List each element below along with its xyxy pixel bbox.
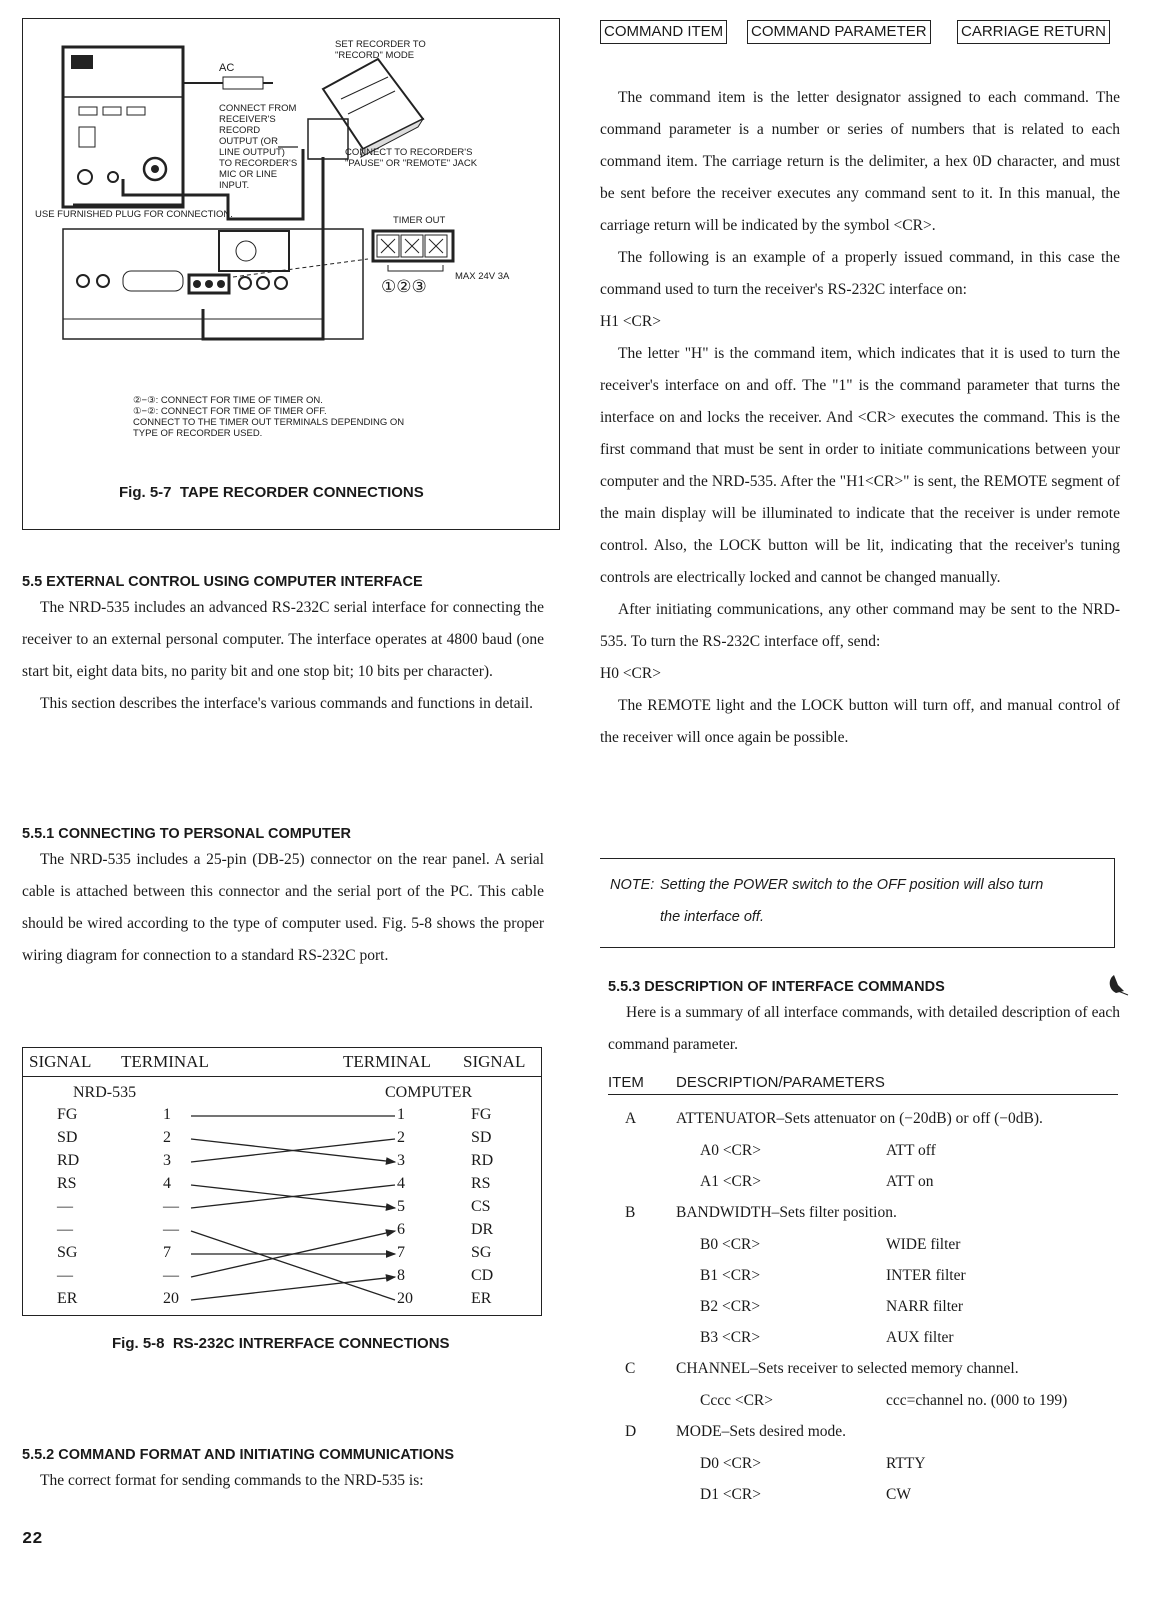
left-terminal: 20 (163, 1290, 179, 1307)
left-terminal: 7 (163, 1244, 171, 1261)
right-terminal: 8 (397, 1267, 405, 1284)
command-value: WIDE filter (886, 1236, 961, 1253)
left-terminal: 1 (163, 1106, 171, 1123)
command-value: RTTY (886, 1455, 926, 1472)
command-format-text (600, 82, 1120, 754)
left-signal: SG (57, 1244, 78, 1261)
right-signal: SG (471, 1244, 492, 1261)
command-description: MODE–Sets desired mode. (676, 1423, 847, 1440)
right-signal: RD (471, 1152, 494, 1169)
command-item-letter: A (625, 1110, 637, 1127)
right-p4: After initiating communications, any other command may be sent to the NRD-535. To turn the RS-232C interface off, send: (600, 601, 1120, 650)
header-terminal-left: TERMINAL (121, 1052, 209, 1071)
note-line1: Setting the POWER switch to the OFF position will also turn (660, 877, 1044, 893)
left-signal: — (57, 1198, 73, 1215)
header-item: ITEM (608, 1074, 644, 1091)
right-terminal: 3 (397, 1152, 405, 1169)
command-description: ATTENUATOR–Sets attenuator on (−20dB) or off (−0dB). (676, 1110, 1043, 1127)
command-value: ccc=channel no. (000 to 199) (886, 1392, 1068, 1409)
figure-5-8-caption: Fig. 5-8 RS-232C INTRERFACE CONNECTIONS (112, 1335, 450, 1352)
device-left: NRD-535 (73, 1084, 137, 1101)
right-signal: FG (471, 1106, 492, 1123)
figure-5-7-caption: Fig. 5-7 TAPE RECORDER CONNECTIONS (119, 484, 424, 501)
command-description: BANDWIDTH–Sets filter position. (676, 1204, 897, 1221)
section-5-5-p2: This section describes the interface's various commands and functions in detail. (40, 695, 534, 712)
right-p2: The following is an example of a properly issued command, in this case the command used to turn the receiver's RS-232C interface on: (600, 249, 1120, 298)
example-h1: H1 <CR> (600, 313, 661, 330)
figure-5-8-wiring-table (22, 1047, 542, 1316)
left-signal: — (57, 1221, 73, 1238)
left-signal: SD (57, 1129, 78, 1146)
command-value: AUX filter (886, 1329, 954, 1346)
format-carriage-return: CARRIAGE RETURN (957, 20, 1110, 44)
fig-label-connect-to: CONNECT TO RECORDER'S "PAUSE" OR "REMOTE" JACK (345, 147, 478, 169)
left-terminal: 3 (163, 1152, 171, 1169)
header-description: DESCRIPTION/PARAMETERS (676, 1074, 885, 1091)
right-signal: CD (471, 1267, 494, 1284)
command-item-letter: D (625, 1423, 637, 1440)
section-5-5-2-title: 5.5.2 COMMAND FORMAT AND INITIATING COMMUNICATIONS (22, 1447, 455, 1463)
left-terminal: — (163, 1198, 179, 1215)
right-signal: RS (471, 1175, 491, 1192)
fig-terminal-numbers: ①②③ (381, 277, 427, 296)
page-number: 22 (22, 1530, 43, 1549)
device-right: COMPUTER (385, 1084, 473, 1101)
header-rule (608, 1094, 1118, 1095)
command-description: CHANNEL–Sets receiver to selected memory channel. (676, 1360, 1019, 1377)
right-signal: CS (471, 1198, 491, 1215)
left-terminal: — (163, 1267, 179, 1284)
note-line2: the interface off. (660, 909, 764, 925)
left-terminal: — (163, 1221, 179, 1238)
figure-5-7 (22, 18, 560, 530)
fig-label-connect-from: CONNECT FROM RECEIVER'S RECORD OUTPUT (OR LINE OUTPUT) TO RECORDER'S MIC OR LINE INPUT. (219, 103, 298, 191)
wiring-lines (23, 1048, 541, 1315)
command-code: Cccc <CR> (700, 1392, 774, 1409)
left-terminal: 4 (163, 1175, 171, 1192)
fig-label-set-recorder: SET RECORDER TO "RECORD" MODE (335, 39, 426, 61)
fig-label-ac: AC (219, 62, 235, 74)
right-p5: The REMOTE light and the LOCK button will turn off, and manual control of the receiver will once again be possible. (600, 697, 1120, 746)
header-signal-right: SIGNAL (463, 1052, 526, 1071)
left-terminal: 2 (163, 1129, 171, 1146)
command-code: D0 <CR> (700, 1455, 761, 1472)
fig-label-max: MAX 24V 3A (455, 271, 510, 282)
left-signal: FG (57, 1106, 78, 1123)
section-5-5-1-p1: The NRD-535 includes a 25-pin (DB-25) connector on the rear panel. A serial cable is attached between this connector and the serial port of the PC. This cable should be wired according to the type of computer used. Fig. 5-8 shows the proper wiring diagram for connection to a standard RS-232C port. (22, 851, 544, 964)
example-h0: H0 <CR> (600, 665, 661, 682)
command-value: ATT off (886, 1142, 936, 1159)
section-5-5-3-p1: Here is a summary of all interface commands, with detailed description of each command parameter. (608, 1004, 1120, 1053)
section-5-5 (22, 574, 544, 720)
section-5-5-3 (608, 979, 1120, 1061)
command-item-letter: B (625, 1204, 636, 1221)
command-code: A0 <CR> (700, 1142, 761, 1159)
right-terminal: 2 (397, 1129, 405, 1146)
section-5-5-3-title: 5.5.3 DESCRIPTION OF INTERFACE COMMANDS (608, 979, 945, 995)
command-value: INTER filter (886, 1267, 966, 1284)
command-code: B2 <CR> (700, 1298, 761, 1315)
right-terminal: 7 (397, 1244, 405, 1261)
command-code: A1 <CR> (700, 1173, 761, 1190)
note-label: NOTE: (610, 877, 655, 893)
header-signal-left: SIGNAL (29, 1052, 92, 1071)
right-terminal: 1 (397, 1106, 405, 1123)
section-5-5-p1: The NRD-535 includes an advanced RS-232C serial interface for connecting the receiver to an external personal computer. The interface operates at 4800 baud (one start bit, eight data bits, no parity bit and one stop bit; 10 bits per character). (22, 599, 544, 680)
left-signal: ER (57, 1290, 78, 1307)
header-terminal-right: TERMINAL (343, 1052, 431, 1071)
command-code: D1 <CR> (700, 1486, 761, 1503)
command-code: B3 <CR> (700, 1329, 761, 1346)
right-terminal: 20 (397, 1290, 413, 1307)
right-signal: ER (471, 1290, 492, 1307)
section-5-5-title: 5.5 EXTERNAL CONTROL USING COMPUTER INTERFACE (22, 574, 423, 590)
left-signal: RS (57, 1175, 77, 1192)
right-terminal: 4 (397, 1175, 405, 1192)
note-box (600, 858, 1115, 948)
command-value: CW (886, 1486, 911, 1503)
right-p1: The command item is the letter designator assigned to each command. The command parameter is a number or series of numbers that is related to each command item. The carriage return is the delimiter, a hex 0D character, and must be sent before the receiver executes any command sent to it. In this manual, the carriage return will be indicated by the symbol <CR>. (600, 89, 1120, 234)
command-item-letter: C (625, 1360, 636, 1377)
right-terminal: 6 (397, 1221, 405, 1238)
format-command-item: COMMAND ITEM (600, 20, 727, 44)
command-code: B1 <CR> (700, 1267, 761, 1284)
section-5-5-2 (22, 1447, 544, 1497)
right-terminal: 5 (397, 1198, 405, 1215)
wire-8 (191, 1277, 395, 1300)
command-value: ATT on (886, 1173, 934, 1190)
fig-label-timer-out: TIMER OUT (393, 215, 446, 226)
fig-label-use-plug: USE FURNISHED PLUG FOR CONNECTION. (35, 209, 233, 220)
right-signal: SD (471, 1129, 492, 1146)
fig-notes: ②−③: CONNECT FOR TIME OF TIMER ON. ①−②: CONNECT FOR TIME OF TIMER OFF. CONNECT TO THE TIMER OUT TERMINALS DEPENDING ON TYPE OF RECORDER USED. (133, 395, 405, 439)
left-signal: — (57, 1267, 73, 1284)
format-command-parameter: COMMAND PARAMETER (747, 20, 931, 44)
command-value: NARR filter (886, 1298, 964, 1315)
section-5-5-1 (22, 826, 544, 972)
margin-mark-icon (1104, 971, 1130, 997)
command-code: B0 <CR> (700, 1236, 761, 1253)
wire-5 (191, 1231, 395, 1300)
section-5-5-1-title: 5.5.1 CONNECTING TO PERSONAL COMPUTER (22, 826, 351, 842)
left-signal: RD (57, 1152, 80, 1169)
right-signal: DR (471, 1221, 494, 1238)
section-5-5-2-p1: The correct format for sending commands to the NRD-535 is: (40, 1472, 424, 1489)
right-p3: The letter "H" is the command item, which indicates that it is used to turn the receiver's interface on and off. The "1" is the command parameter that turns the interface on and locks the receiver. And <CR> executes the command. This is the first command that must be sent in order to initiate communications between your computer and the NRD-535. After the "H1<CR>" is sent, the REMOTE segment of the main display will be illuminated to indicate that the receiver is under remote control. Also, the LOCK button will be lit, indicating that the receiver's tuning controls are electrically locked and cannot be changed manually. (600, 345, 1120, 586)
